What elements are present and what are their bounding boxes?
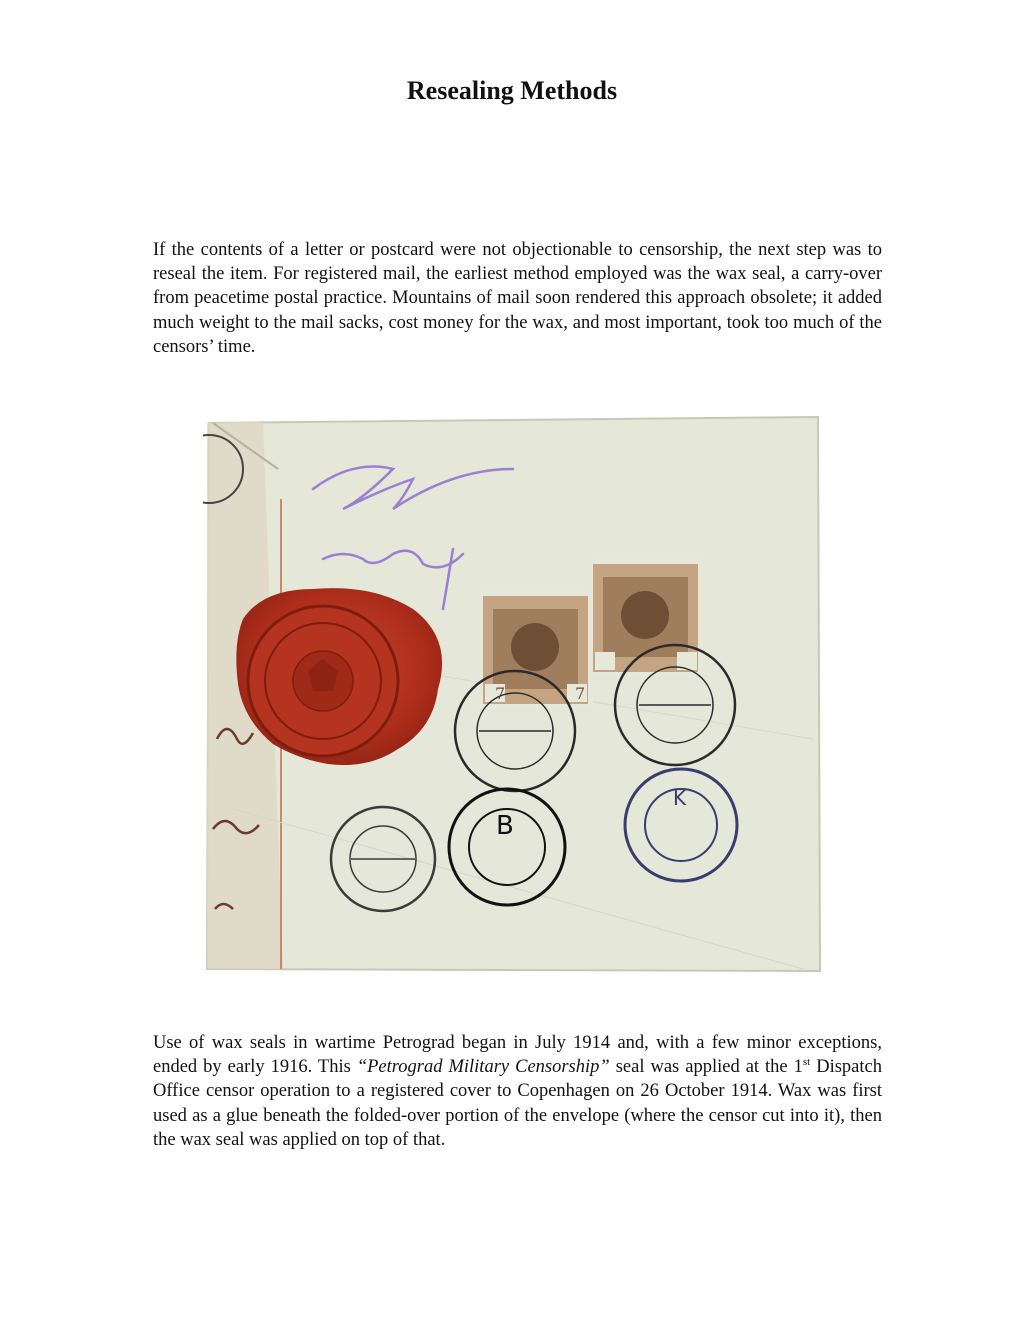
caption-part-3: Dispatch Office censor operation to a registered cover to Copenhagen on 26 October 1914. Wax was first used as a glue beneath the folded-over portion of the envelope (where the censor cut into it), then the wax seal was applied on top of that. xyxy=(153,1057,882,1150)
postmark-letter-k: K xyxy=(673,786,687,810)
postmark-letter-b: B xyxy=(496,811,514,841)
caption-part-1: Use of wax seals in wartime Petrograd began in July 1914 and, with a few minor exceptions, ended by early 1916. This xyxy=(153,1033,882,1078)
stamp-left-value-right: 7 xyxy=(575,684,586,703)
caption-part-2: seal was applied at the 1 xyxy=(609,1057,803,1078)
cover-image xyxy=(203,409,823,974)
page-title: Resealing Methods xyxy=(406,76,618,105)
caption-paragraph xyxy=(153,1031,882,1152)
intro-paragraph: If the contents of a letter or postcard were not objectionable to censorship, the next step was to reseal the item. For registered mail, the earliest method employed was the wax seal, a carry-over from peacetime postal practice. Mountains of mail soon rendered this approach obsolete; it added much weight to the mail sacks, cost money for the wax, and most important, took too much of the censors’ time. xyxy=(153,240,882,357)
stamp-right xyxy=(588,559,703,677)
seal-name: “Petrograd Military Censorship” xyxy=(356,1057,610,1078)
wax-seal xyxy=(236,588,442,765)
ordinal-suffix: st xyxy=(802,1056,811,1069)
stamp-left-value: 7 xyxy=(495,684,506,703)
stamp-left xyxy=(478,591,593,709)
